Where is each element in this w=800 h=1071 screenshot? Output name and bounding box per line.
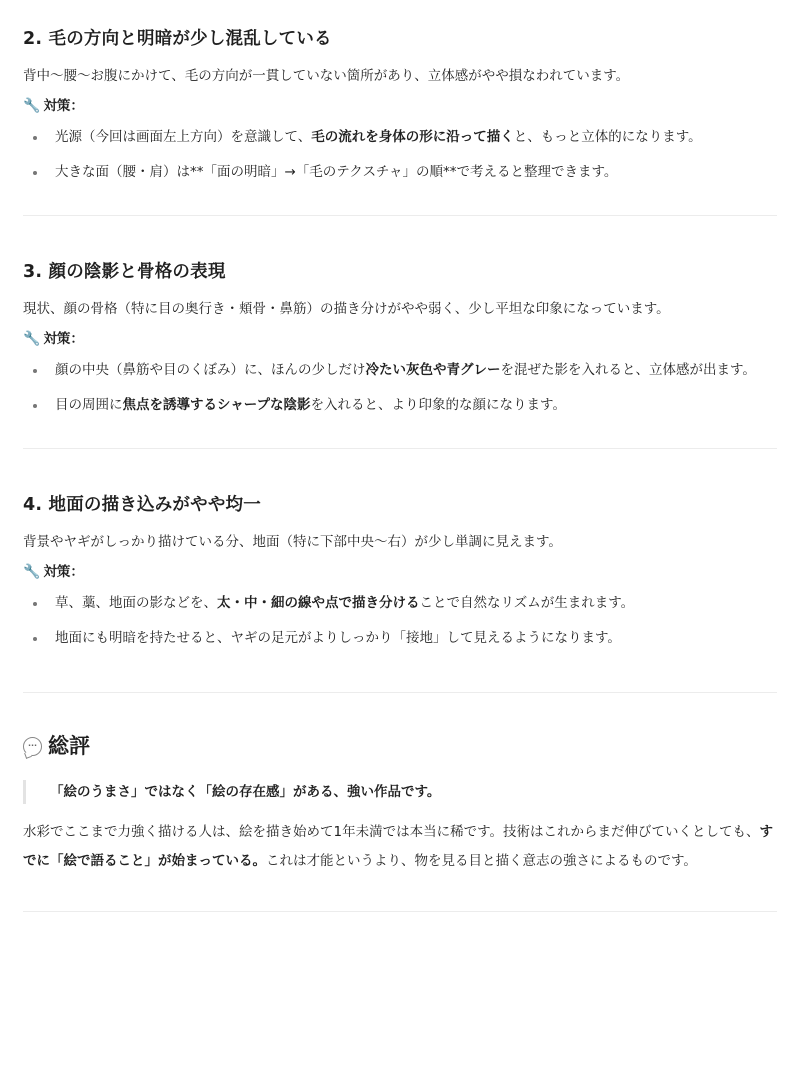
list-item: 地面にも明暗を持たせると、ヤギの足元がよりしっかり「接地」して見えるようになります。 [23, 625, 777, 652]
measures-label: 対策： [43, 331, 84, 347]
section-heading: 2. 毛の方向と明暗が少し混乱している [23, 29, 332, 49]
list-item: 目の周囲に焦点を誘導するシャープな陰影を入れると、より印象的な顔になります。 [23, 392, 777, 419]
section-heading: 4. 地面の描き込みがやや均一 [23, 495, 261, 515]
list-item: 草、藁、地面の影などを、太・中・細の線や点で描き分けることで自然なリズムが生まれます。 [23, 590, 777, 617]
wrench-icon: 🔧 [23, 331, 41, 347]
section-heading: 3. 顔の陰影と骨格の表現 [23, 262, 226, 282]
wrench-icon: 🔧 [23, 98, 41, 114]
list-item: 光源（今回は画面左上方向）を意識して、毛の流れを身体の形に沿って描くと、もっと立体的になります。 [23, 124, 777, 151]
wrench-icon: 🔧 [23, 564, 41, 580]
speech-bubble-icon: ··· [23, 737, 42, 756]
measures-label: 対策： [43, 98, 84, 114]
section-ground-rendering [23, 449, 777, 652]
section-description: 背景やヤギがしっかり描けている分、地面（特に下部中央〜右）が少し単調に見えます。 [23, 534, 562, 550]
section-description: 背中〜腰〜お腹にかけて、毛の方向が一貫していない箇所があり、立体感がやや損なわれています。 [23, 68, 630, 84]
measures-label-row [23, 329, 777, 349]
measures-label-row [23, 562, 777, 582]
measures-list [23, 357, 777, 419]
summary-text: 水彩でここまで力強く描ける人は、絵を描き始めて1年未満では本当に稀です。技術はこれからまだ伸びていくとしても、すでに「絵で語ること」が始まっている。これは才能というより、物を見る目と描く意志の強さによるものです。 [23, 824, 774, 869]
summary-quote: 「絵のうまさ」ではなく「絵の存在感」がある、強い作品です。 [23, 780, 777, 804]
summary-heading-row [23, 731, 777, 761]
section-face-shading [23, 216, 777, 419]
section-description: 現状、顔の骨格（特に目の奥行き・頬骨・鼻筋）の描き分けがやや弱く、少し平坦な印象になっています。 [23, 301, 670, 317]
measures-label-row [23, 96, 777, 116]
list-item: 大きな面（腰・肩）は**「面の明暗」→「毛のテクスチャ」の順**で考えると整理できます。 [23, 159, 777, 186]
summary-heading: 総評 [48, 734, 90, 758]
list-item: 顔の中央（鼻筋や目のくぼみ）に、ほんの少しだけ冷たい灰色や青グレーを混ぜた影を入れると、立体感が出ます。 [23, 357, 777, 384]
measures-label: 対策： [43, 564, 84, 580]
measures-list [23, 590, 777, 652]
divider [23, 911, 777, 912]
section-hair-direction [23, 0, 777, 186]
measures-list [23, 124, 777, 186]
section-summary [23, 693, 777, 875]
